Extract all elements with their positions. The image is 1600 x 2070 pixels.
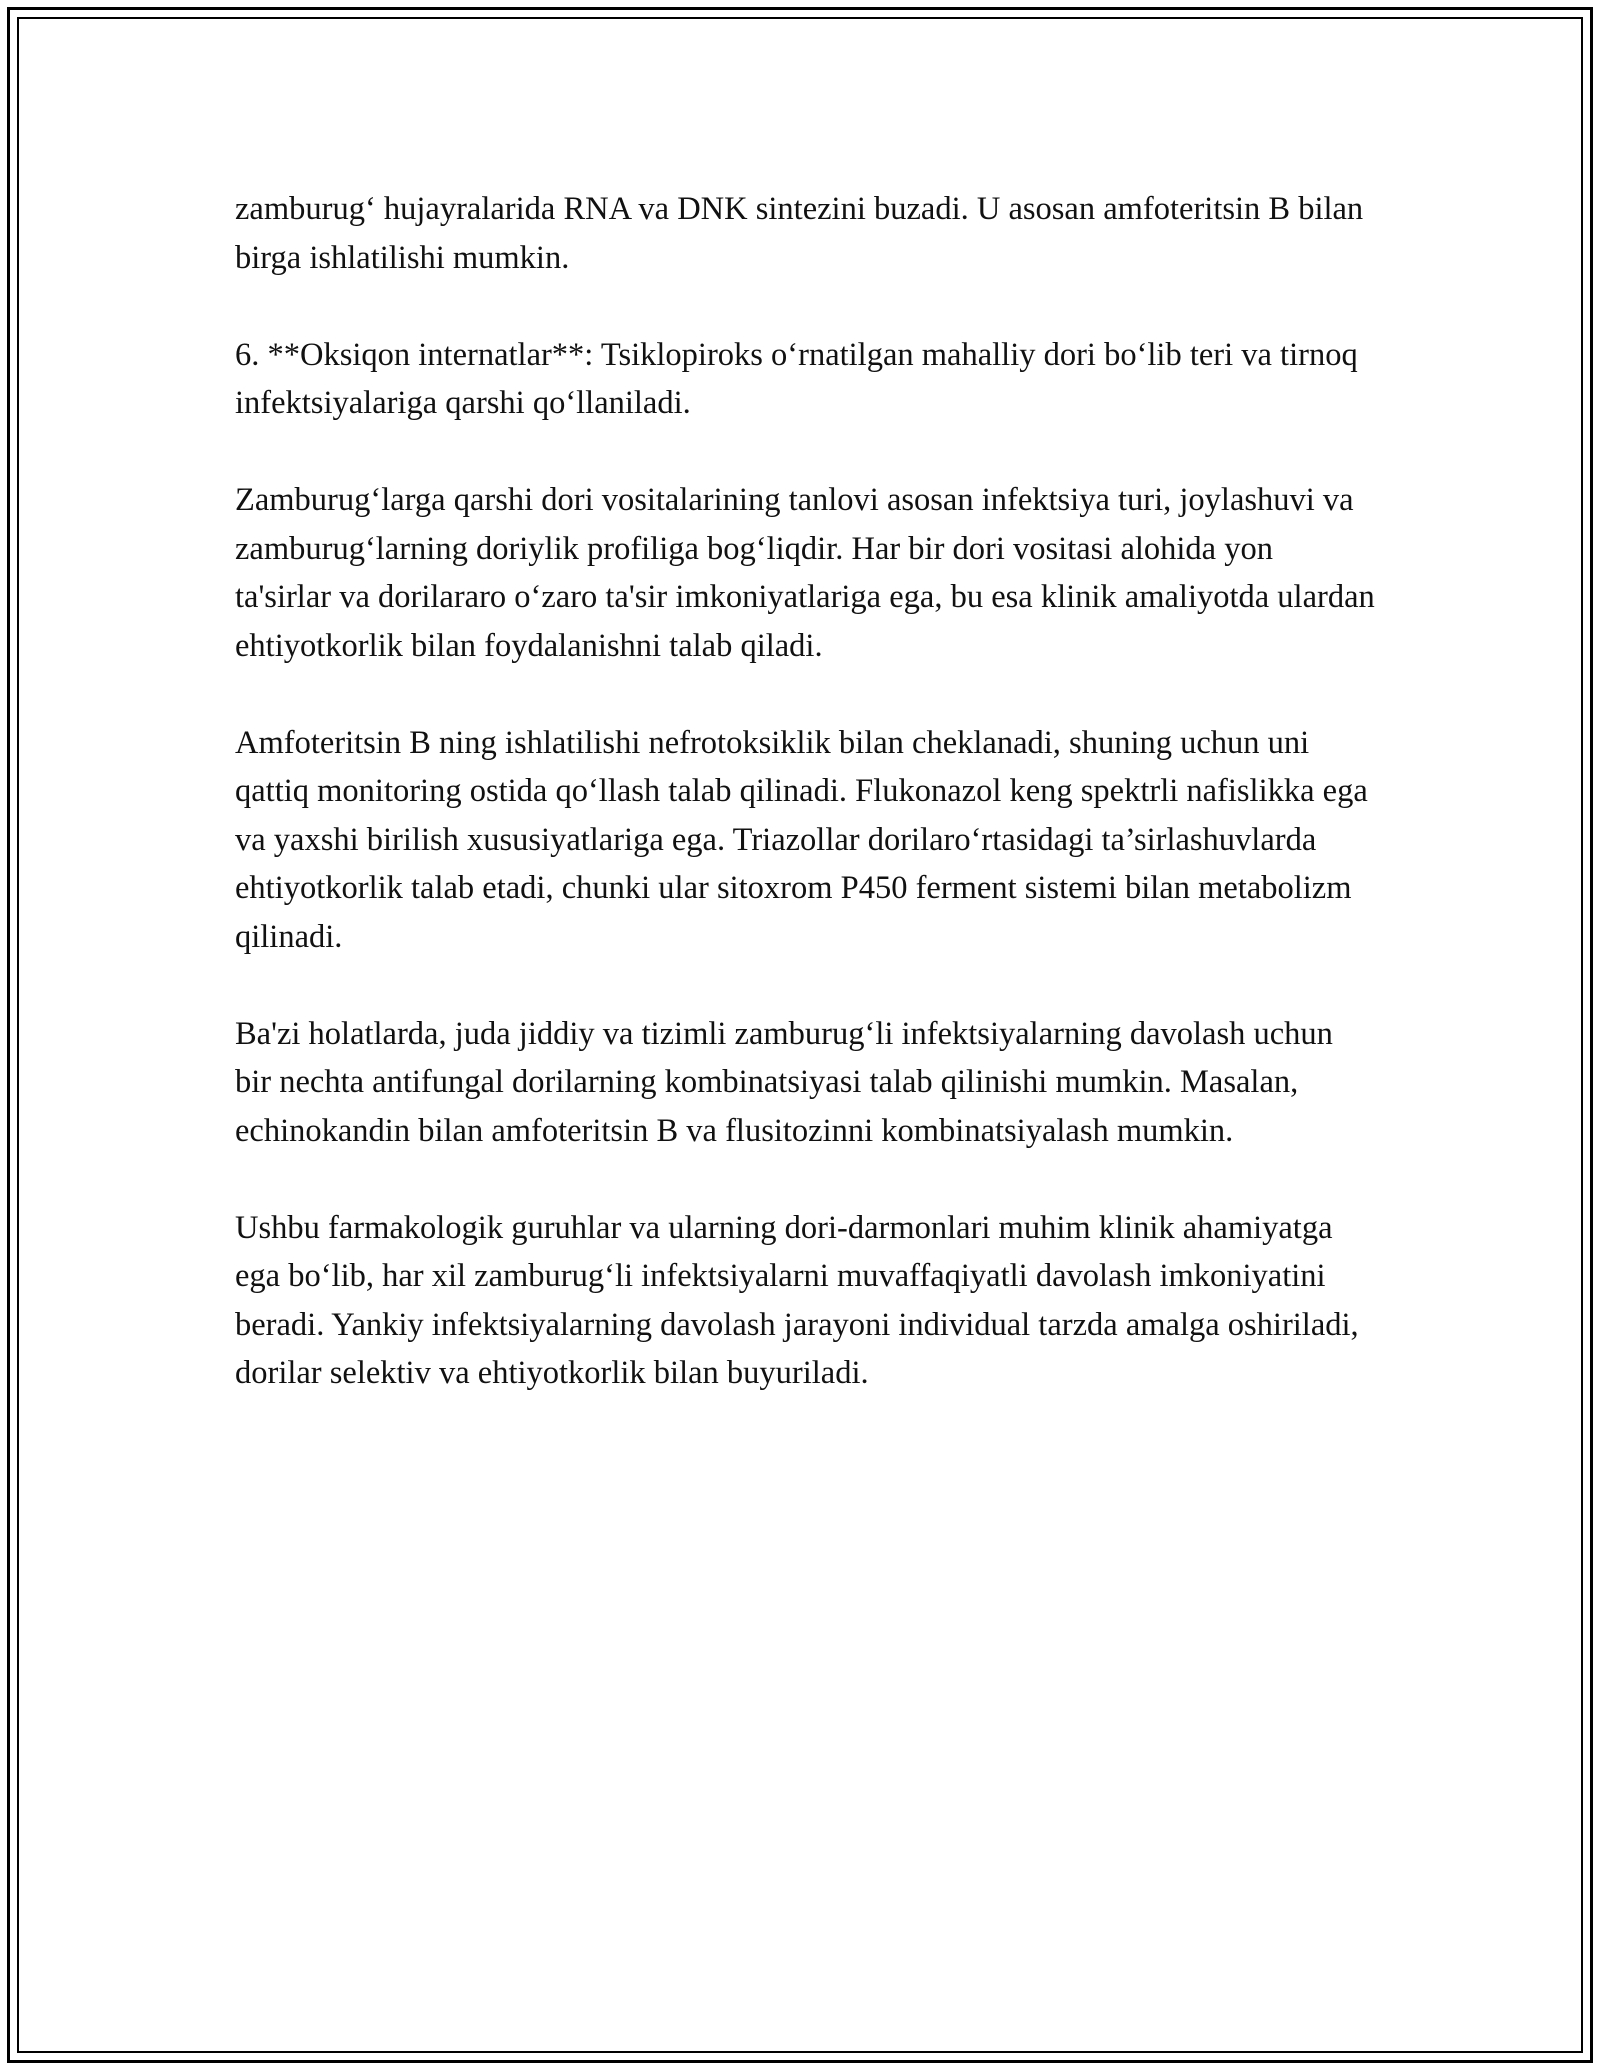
paragraph-list-item-6: 6. **Oksiqon internatlar**: Tsiklopiroks o‘rnatilgan mahalliy dori bo‘lib teri va tirnoq infektsiyalariga qarshi qo‘llaniladi. (235, 336, 1358, 421)
paragraph-amphotericin-notes: Amfoteritsin B ning ishlatilishi nefrotoksiklik bilan cheklanadi, shuning uchun uni qattiq monitoring ostida qo‘llash talab qilinadi. Flukonazol keng spektrli nafislikka ega va yaxshi birilish xususiyatlariga ega. Triazollar dorilaro‘rtasidagi ta’sirlashuvlarda ehtiyotkorlik talab etadi, chunki ular sitoxrom P450 ferment sistemi bilan metabolizm qilinadi. (235, 724, 1368, 955)
paragraph-flucytosine-continuation: zamburug‘ hujayralarida RNA va DNK sintezini buzadi. U asosan amfoteritsin B bilan birga ishlatilishi mumkin. (235, 191, 1364, 276)
paragraph-conclusion: Ushbu farmakologik guruhlar va ularning dori-darmonlari muhim klinik ahamiyatga ega bo‘lib, har xil zamburug‘li infektsiyalarni muvaffaqiyatli davolash imkoniyatini beradi. Yankiy infektsiyalarning davolash jarayoni individual tarzda amalga oshiriladi, dorilar selektiv va ehtiyotkorlik bilan buyuriladi. (235, 1209, 1359, 1391)
paragraph-drug-selection: Zamburug‘larga qarshi dori vositalarining tanlovi asosan infektsiya turi, joylashuvi va zamburug‘larning doriylik profiliga bog‘liqdir. Har bir dori vositasi alohida yon ta'sirlar va dorilararo o‘zaro ta'sir imkoniyatlariga ega, bu esa klinik amaliyotda ulardan ehtiyotkorlik bilan foydalanishni talab qiladi. (235, 482, 1375, 664)
document-body (235, 185, 1375, 1446)
paragraph-combination-therapy: Ba'zi holatlarda, juda jiddiy va tizimli zamburug‘li infektsiyalarning davolash uchun bir nechta antifungal dorilarning kombinatsiyasi talab qilinishi mumkin. Masalan, echinokandin bilan amfoteritsin B va flusitozinni kombinatsiyalash mumkin. (235, 1015, 1333, 1149)
